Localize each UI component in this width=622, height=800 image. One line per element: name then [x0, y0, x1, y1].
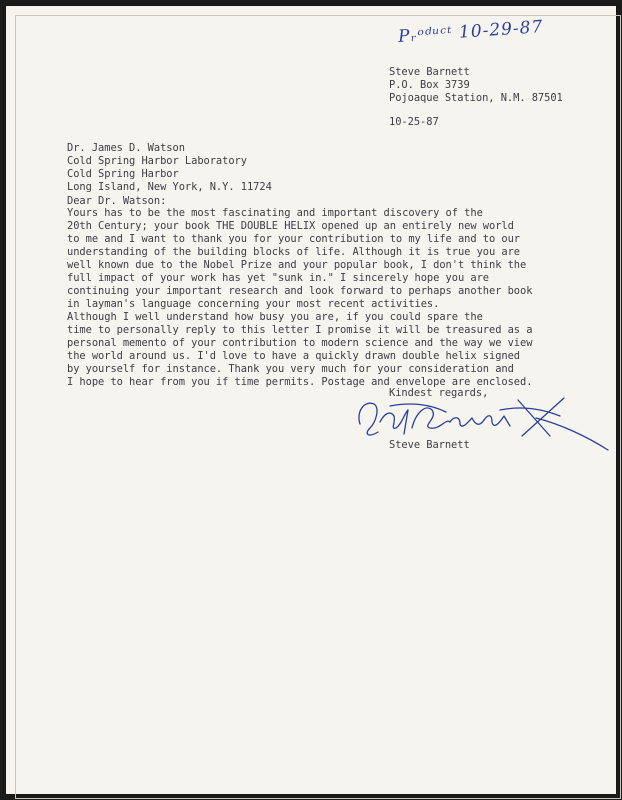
body-line: well known due to the Nobel Prize and your popular book, I don't think the [67, 259, 527, 271]
body-line: I hope to hear from you if time permits. Postage and envelope are enclosed. [67, 376, 533, 388]
body-line: time to personally reply to this letter I promise it will be treasured as a [67, 324, 533, 336]
letter-date: 10-25-87 [389, 116, 439, 128]
recipient-line-2: Cold Spring Harbor Laboratory [67, 155, 247, 167]
salutation: Dear Dr. Watson: [67, 195, 167, 207]
body-line: continuing your important research and look forward to perhaps another book [67, 285, 533, 297]
sender-name: Steve Barnett [389, 66, 470, 78]
signature-name: Steve Barnett [389, 439, 470, 451]
body-line: full impact of your work has yet "sunk in." I sincerely hope you are [67, 272, 489, 284]
sender-address-line-2: Pojoaque Station, N.M. 87501 [389, 92, 563, 104]
body-line: to me and I want to thank you for your contribution to my life and to our [67, 233, 521, 245]
handwritten-annotation: Pᵣᵒᵈᵘᶜᵗ 10-29-87 [397, 16, 544, 48]
body-line: 20th Century; your book THE DOUBLE HELIX opened up an entirely new world [67, 220, 514, 232]
body-line: in layman's language concerning your most recent activities. [67, 298, 440, 310]
recipient-line-1: Dr. James D. Watson [67, 142, 185, 154]
body-line: Yours has to be the most fascinating and important discovery of the [67, 207, 483, 219]
sender-address-line-1: P.O. Box 3739 [389, 79, 470, 91]
body-line: by yourself for instance. Thank you very much for your consideration and [67, 363, 514, 375]
body-line: Although I well understand how busy you are, if you could spare the [67, 311, 483, 323]
closing: Kindest regards, [389, 387, 489, 399]
body-line: the world around us. I'd love to have a quickly drawn double helix signed [67, 350, 521, 362]
body-line: personal memento of your contribution to modern science and the way we view [67, 337, 533, 349]
body-line: understanding of the building blocks of life. Although it is true you are [67, 246, 521, 258]
recipient-line-3: Cold Spring Harbor [67, 168, 179, 180]
letter-page [6, 6, 616, 794]
recipient-line-4: Long Island, New York, N.Y. 11724 [67, 181, 272, 193]
